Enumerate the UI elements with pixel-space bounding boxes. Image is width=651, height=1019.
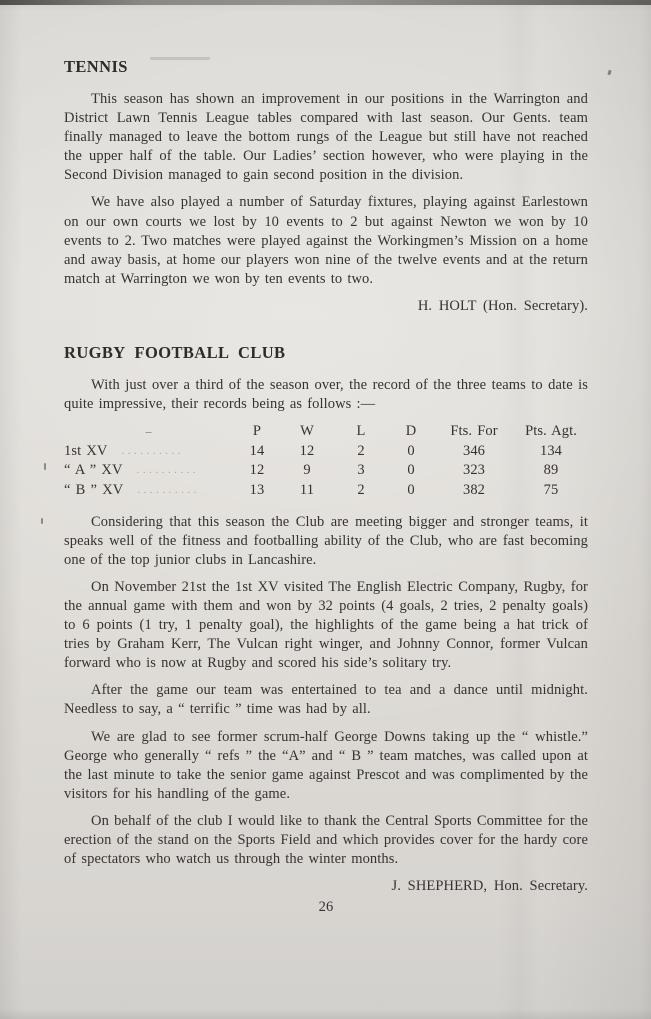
drawn-cell: 0 xyxy=(407,462,415,479)
tennis-signature: H. HOLT (Hon. Secretary). xyxy=(417,297,588,314)
points-for-cell: 382 xyxy=(462,482,486,498)
table-header-row xyxy=(64,422,588,442)
table-header-played: P xyxy=(252,423,262,440)
points-against-cell: 134 xyxy=(539,442,563,459)
dotted-leader: .......... xyxy=(136,464,200,477)
team-name-cell xyxy=(64,442,234,462)
lost-cell: 2 xyxy=(357,442,365,459)
points-for-cell: 346 xyxy=(462,442,486,459)
table-row-b-xv xyxy=(64,481,588,501)
rugby-heading: RUGBY FOOTBALL CLUB xyxy=(64,343,286,363)
tennis-paragraph-2: We have also played a number of Saturday fixtures, playing against Earlestown on our own courts we lost by 10 events to 2 but against Newton we won by 10 events to 2. Two matches were played against the Workingmen’s Mission on a home and away basis, at home our players won nine of the twelve events and at the return match at Warrington we won by ten events to two. xyxy=(64,194,588,287)
table-header-lost: L xyxy=(356,423,366,440)
rugby-paragraph-2: On November 21st the 1st XV visited The English Electric Company, Rugby, for the annual game with them and won by 32 points (4 goals, 2 tries, 2 penalty goals) to 6 points (1 try, 1 penalty goal), the highlights of the game being a hat trick of tries by Graham Kerr, The Vulcan right winger, and Johnny Connor, former Vulcan forward who is now at Rugby and scored his side’s solitary try. xyxy=(64,578,588,672)
page-bottom-shade xyxy=(0,1009,651,1019)
rugby-paragraph-5: On behalf of the club I would like to thank the Central Sports Committee for the erection of the stand on the Sports Field and which provides cover for the hardy core of spectators who watch us through the winter months. xyxy=(64,812,588,868)
table-row-1st-xv xyxy=(64,442,588,462)
lost-cell: 3 xyxy=(357,462,365,479)
rugby-paragraph-1: Considering that this season the Club are meeting bigger and stronger teams, it speaks well of the fitness and footballing ability of the Club, who are fast becoming one of the top junior clubs in Lancashire. xyxy=(64,513,588,568)
rugby-intro: With just over a third of the season over, the record of the three teams to date is quite impressive, their records being as follows :— xyxy=(64,377,588,413)
played-cell: 14 xyxy=(249,442,265,459)
won-cell: 11 xyxy=(299,482,315,498)
team-name-cell xyxy=(64,461,234,481)
points-against-cell: 75 xyxy=(543,482,559,498)
table-header-blank: – xyxy=(145,424,153,439)
table-header-points-against: Pts. Agt. xyxy=(525,423,577,440)
team-name: 1st XV xyxy=(64,442,108,459)
rugby-section xyxy=(64,343,588,896)
points-for-cell: 323 xyxy=(462,462,486,479)
played-cell: 12 xyxy=(249,462,265,479)
dotted-leader: .......... xyxy=(137,484,200,496)
rugby-paragraph-3: After the game our team was entertained to tea and a dance until midnight. Needless to say, a “ terrific ” time was had by all. xyxy=(64,682,588,718)
drawn-cell: 0 xyxy=(407,442,415,459)
team-name: “ A ” XV xyxy=(64,462,123,479)
table-header-drawn: D xyxy=(405,423,417,440)
tennis-paragraph-1: This season has shown an improvement in our positions in the Warrington and District Lawn Tennis League tables compared with last season. Our Gents. team finally managed to leave the bottom rungs of the League but still have not reached the upper half of the table. Our Ladies’ section however, who were playing in the Second Division managed to gain second position in the division. xyxy=(64,91,588,184)
table-row-a-xv xyxy=(64,461,588,481)
table-header-points-for: Fts. For xyxy=(450,423,498,440)
tennis-section xyxy=(64,57,588,316)
team-name-cell xyxy=(64,481,234,501)
won-cell: 9 xyxy=(303,462,311,479)
played-cell: 13 xyxy=(249,482,265,498)
rugby-records-table xyxy=(64,422,588,500)
lost-cell: 2 xyxy=(357,482,365,498)
page-number: 26 xyxy=(318,899,334,916)
team-name: “ B ” XV xyxy=(64,482,124,498)
table-header-won: W xyxy=(300,423,314,440)
dotted-leader: .......... xyxy=(121,444,184,457)
rugby-paragraph-4: We are glad to see former scrum-half George Downs taking up the “ whistle.” George who generally “ refs ” the “A” and “ B ” team matches, was called upon at the last minute to take the senior game against Prescot and was complimented by the visitors for his handling of the game. xyxy=(64,728,588,802)
rugby-signature: J. SHEPHERD, Hon. Secretary. xyxy=(391,878,588,895)
won-cell: 12 xyxy=(299,442,315,459)
points-against-cell: 89 xyxy=(543,462,559,479)
drawn-cell: 0 xyxy=(407,482,415,498)
tennis-heading: TENNIS xyxy=(64,57,128,76)
